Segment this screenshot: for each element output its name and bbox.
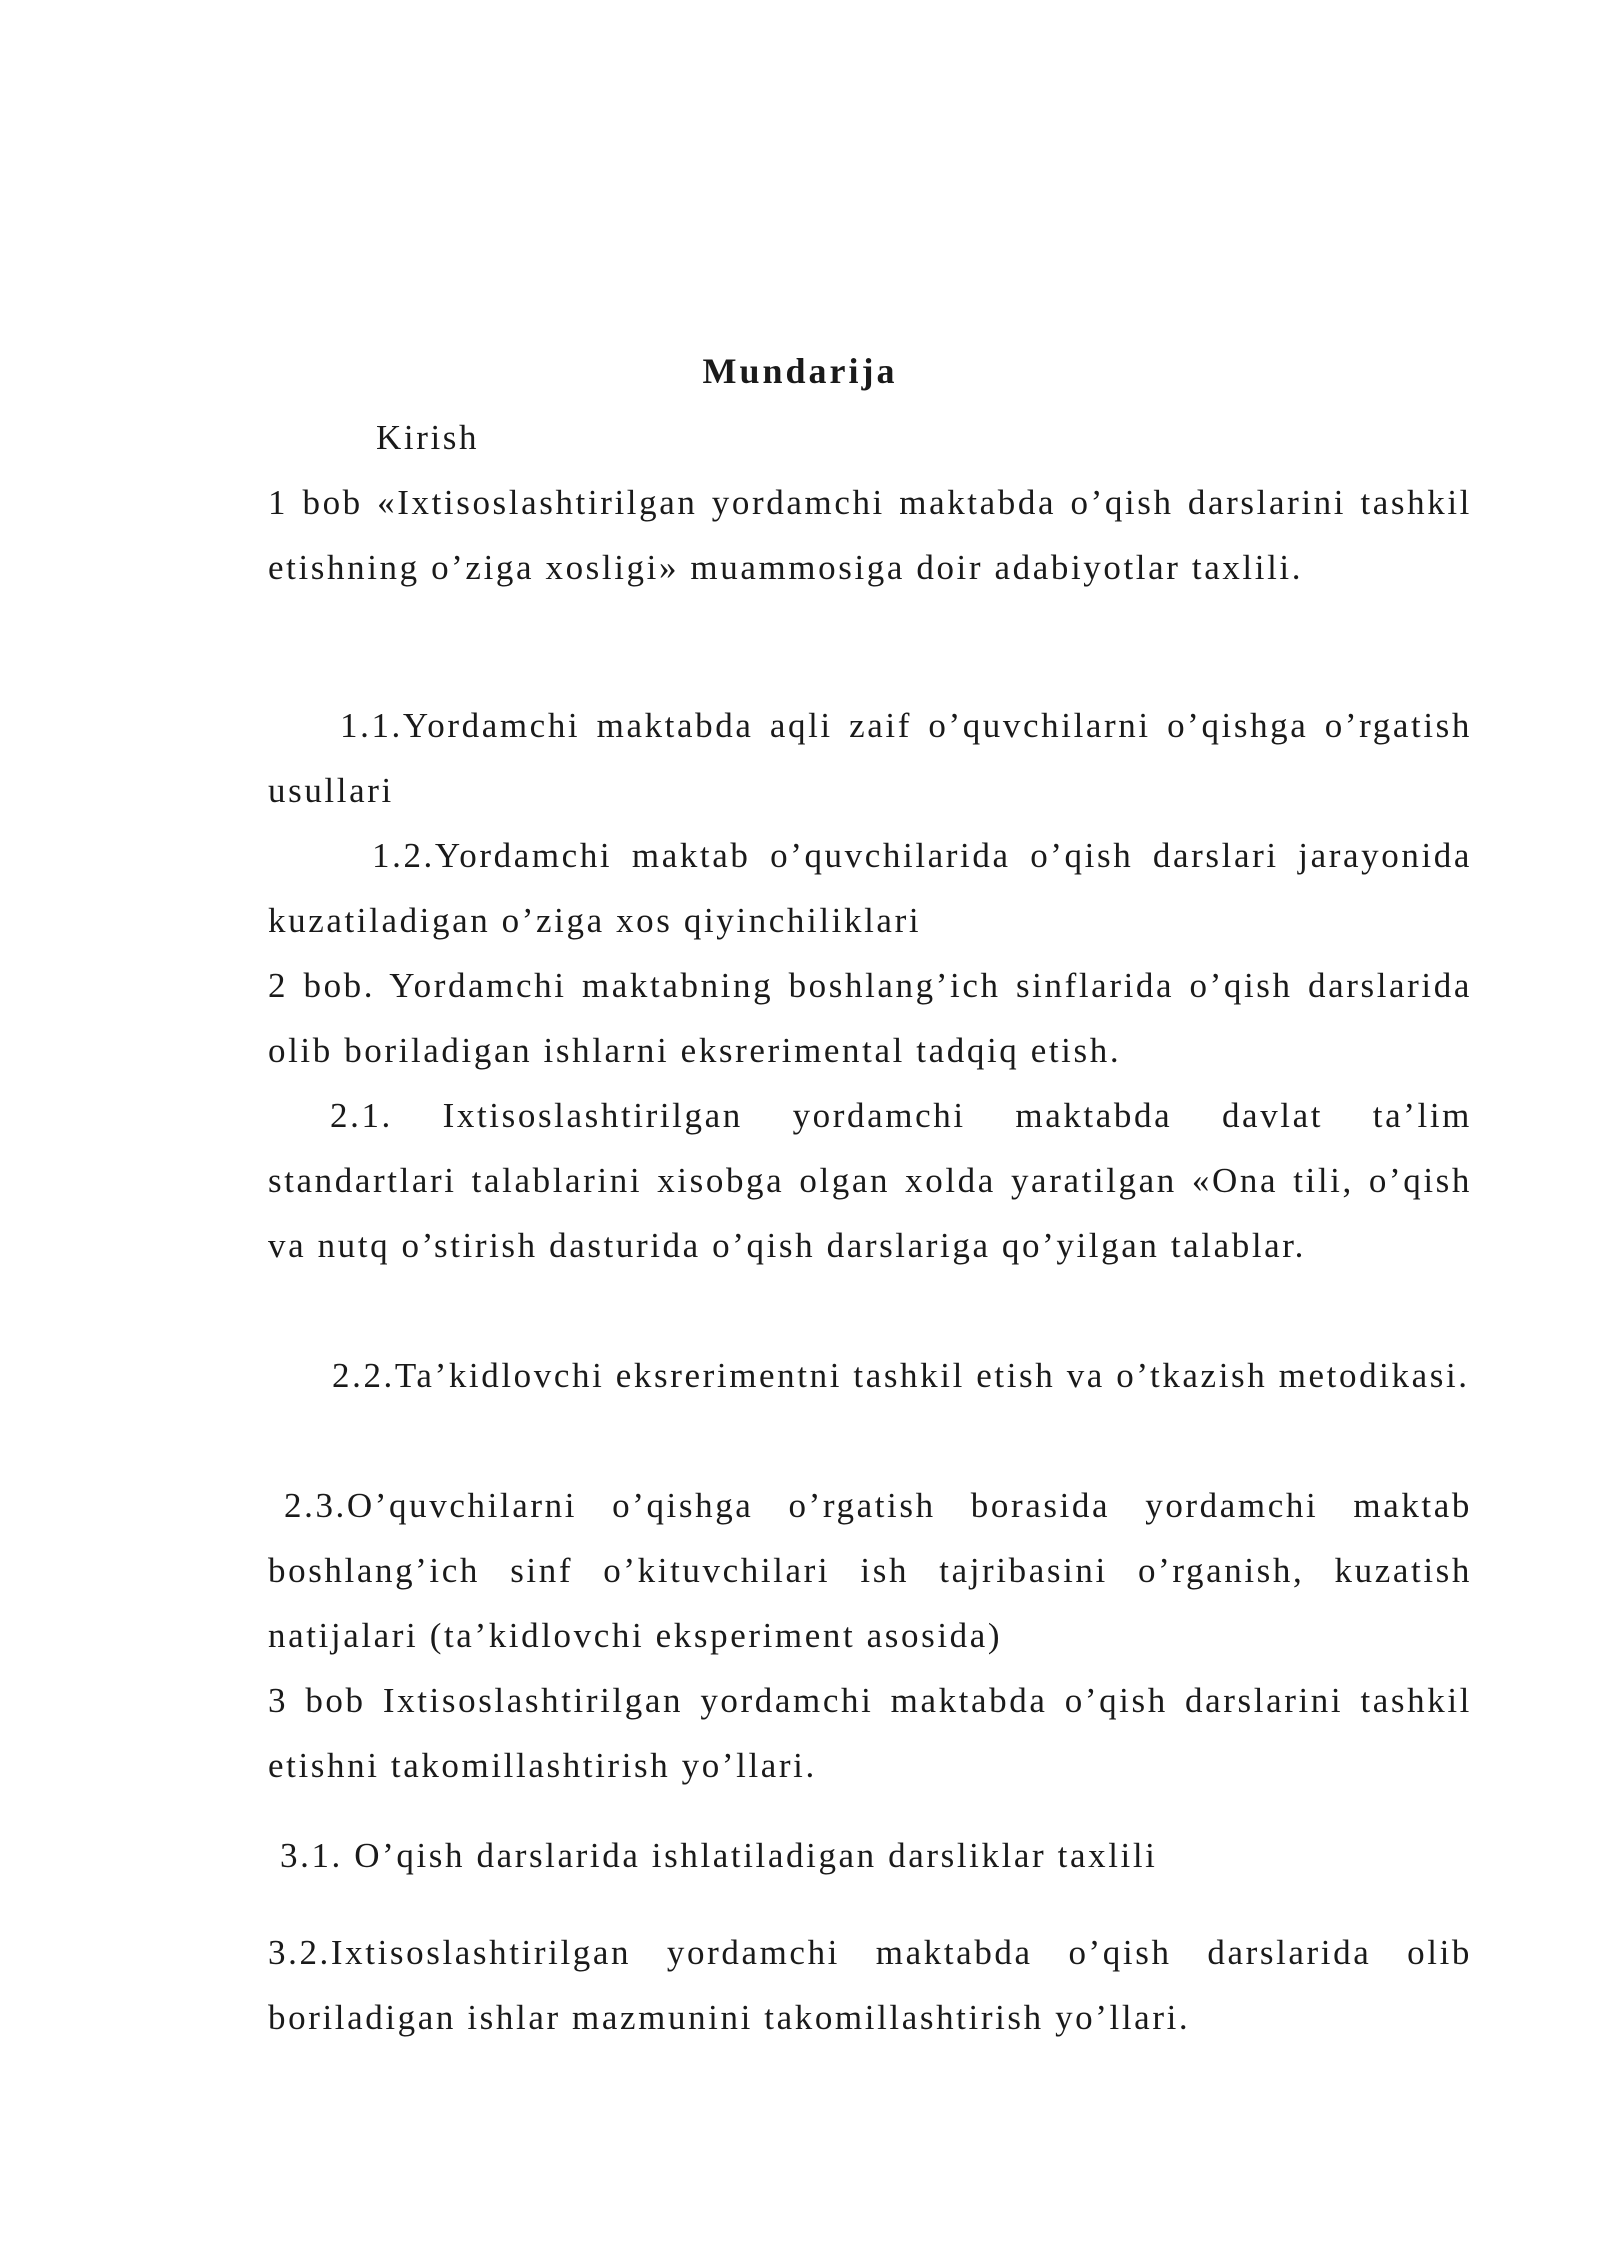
toc-entry-section-2-3: 2.3.O’quvchilarni o’qishga o’rgatish borasida yordamchi maktab boshlang’ich sinf o’kituvchilari ish tajribasini o’rganish, kuzatish natijalari (ta’kidlovchi eksperiment asosida) [268, 1486, 1472, 1655]
toc-entry-chapter-3: 3 bob Ixtisoslashtirilgan yordamchi maktabda o’qish darslarini tashkil etishni takomillashtirish yo’llari. [268, 1681, 1472, 1785]
toc-entry-section-2-1: 2.1. Ixtisoslashtirilgan yordamchi maktabda davlat ta’lim standartlari talablarini xisobga olgan xolda yaratilgan «Ona tili, o’qish va nutq o’stirish dasturida o’qish darslariga qo’yilgan talablar. [268, 1096, 1472, 1265]
toc-entry-section-1-2: 1.2.Yordamchi maktab o’quvchilarida o’qish darslari jarayonida kuzatiladigan o’ziga xos qiyinchiliklari [268, 836, 1472, 940]
page-title: Mundarija [702, 351, 898, 391]
toc-entry-section-3-2: 3.2.Ixtisoslashtirilgan yordamchi maktabda o’qish darslarida olib boriladigan ishlar mazmunini takomillashtirish yo’llari. [268, 1933, 1472, 2037]
toc-entry-section-3-1: 3.1. O’qish darslarida ishlatiladigan darsliklar taxlili [280, 1836, 1158, 1875]
toc-entry-section-1-1: 1.1.Yordamchi maktabda aqli zaif o’quvchilarni o’qishga o’rgatish usullari [268, 706, 1472, 810]
toc-entry-chapter-1: 1 bob «Ixtisoslashtirilgan yordamchi maktabda o’qish darslarini tashkil etishning o’ziga xosligi» muammosiga doir adabiyotlar taxlili. [268, 483, 1472, 587]
toc-entry-section-2-2: 2.2.Ta’kidlovchi eksrerimentni tashkil etish va o’tkazish metodikasi. [332, 1356, 1470, 1395]
toc-entry-chapter-2: 2 bob. Yordamchi maktabning boshlang’ich sinflarida o’qish darslarida olib boriladigan ishlarni eksrerimental tadqiq etish. [268, 966, 1472, 1070]
toc-entry-introduction: Kirish [376, 418, 480, 457]
